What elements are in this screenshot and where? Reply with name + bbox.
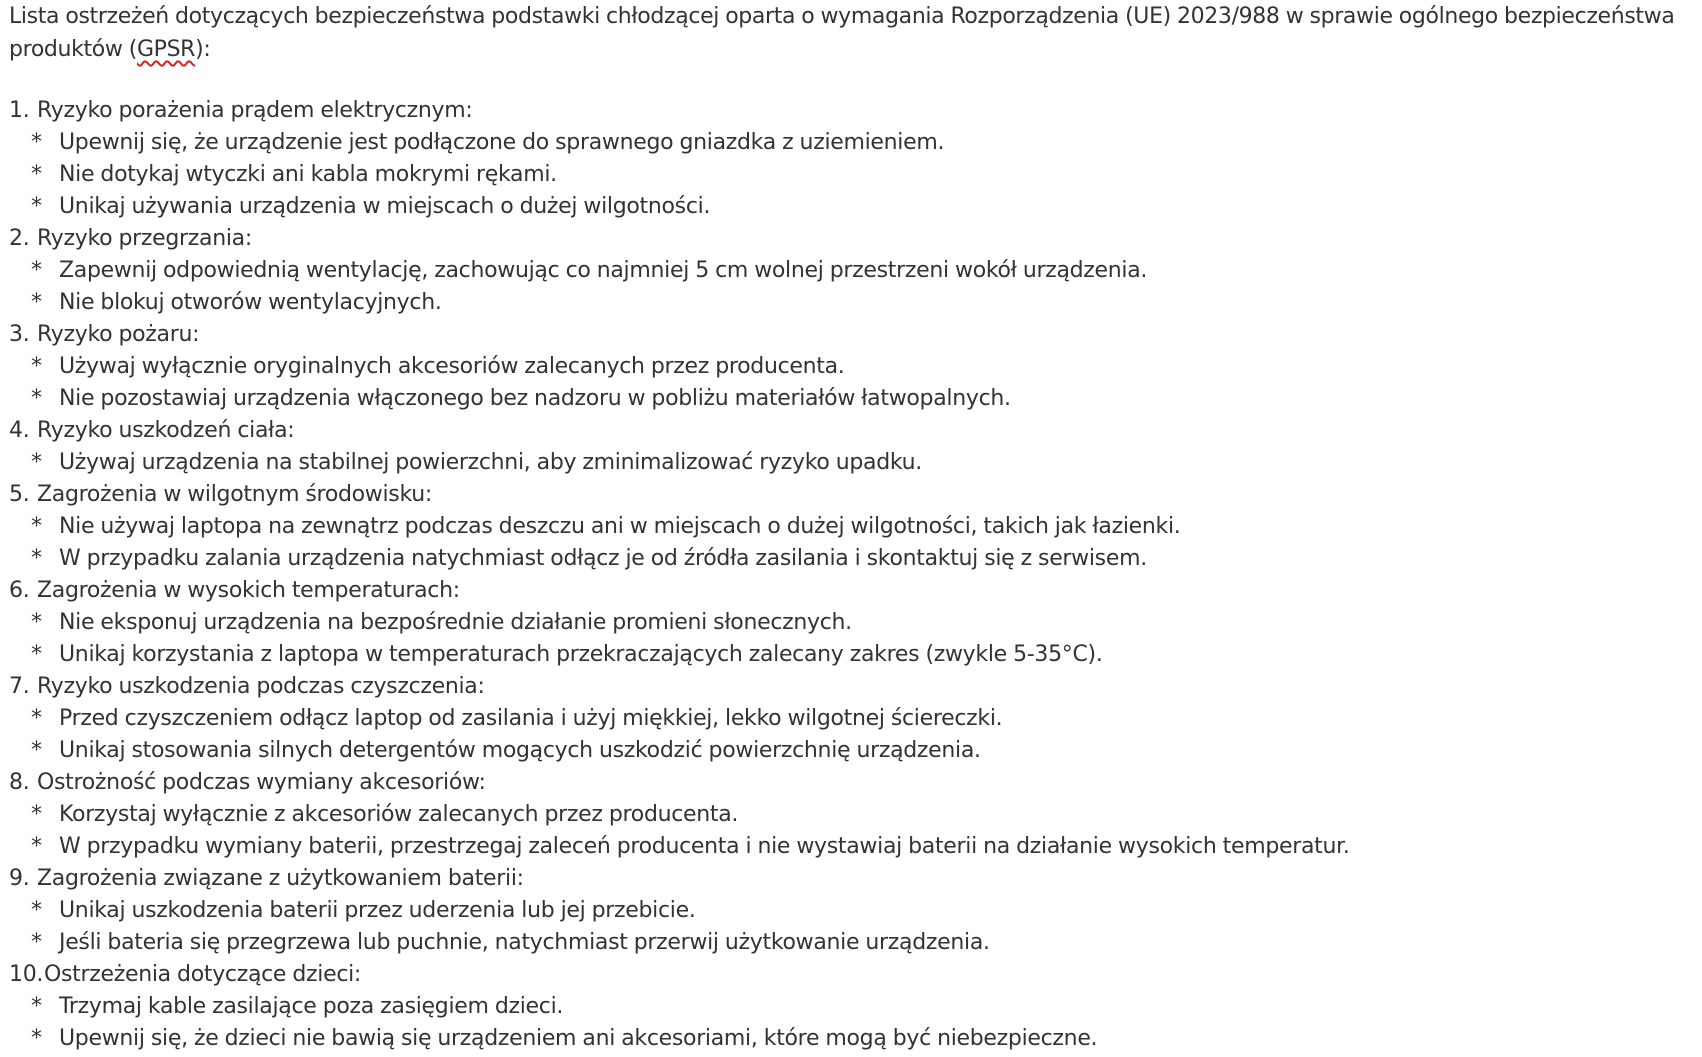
section-number: 2. <box>9 226 30 251</box>
list-item <box>9 543 1694 575</box>
bullet-asterisk: * <box>31 194 42 219</box>
list-item-text: W przypadku zalania urządzenia natychmiast odłącz je od źródła zasilania i skontaktuj się z serwisem. <box>59 546 1147 571</box>
list-item-text: Przed czyszczeniem odłącz laptop od zasilania i użyj miękkiej, lekko wilgotnej ściereczki. <box>59 706 1003 731</box>
list-item-text: Korzystaj wyłącznie z akcesoriów zalecanych przez producenta. <box>59 802 739 827</box>
list-item-text: Upewnij się, że dzieci nie bawią się urządzeniem ani akcesoriami, które mogą być niebezpieczne. <box>59 1026 1098 1051</box>
bullet-asterisk: * <box>31 610 42 635</box>
section-title: Ryzyko przegrzania: <box>37 226 252 251</box>
bullet-asterisk: * <box>31 834 42 859</box>
list-item <box>9 639 1694 671</box>
section-heading <box>9 671 1694 703</box>
list-item <box>9 511 1694 543</box>
list-item <box>9 703 1694 735</box>
section-title: Zagrożenia w wilgotnym środowisku: <box>37 482 432 507</box>
section-title: Ryzyko porażenia prądem elektrycznym: <box>37 98 473 123</box>
bullet-asterisk: * <box>31 258 42 283</box>
section-heading <box>9 959 1694 991</box>
list-item-text: Używaj wyłącznie oryginalnych akcesoriów zalecanych przez producenta. <box>59 354 845 379</box>
section-number: 1. <box>9 98 30 123</box>
list-item-text: Upewnij się, że urządzenie jest podłączone do sprawnego gniazdka z uziemieniem. <box>59 130 945 155</box>
section-title: Ostrzeżenia dotyczące dzieci: <box>44 962 362 987</box>
bullet-asterisk: * <box>31 386 42 411</box>
list-item <box>9 927 1694 959</box>
list-item <box>9 895 1694 927</box>
list-item-text: Unikaj używania urządzenia w miejscach o dużej wilgotności. <box>59 194 711 219</box>
warnings-list <box>9 95 1694 1055</box>
section-title: Ryzyko uszkodzenia podczas czyszczenia: <box>37 674 485 699</box>
list-item-text: Unikaj uszkodzenia baterii przez uderzenia lub jej przebicie. <box>59 898 696 923</box>
spellcheck-underlined-word[interactable]: GPSR <box>136 37 196 62</box>
bullet-asterisk: * <box>31 354 42 379</box>
list-item-text: W przypadku wymiany baterii, przestrzegaj zaleceń producenta i nie wystawiaj baterii na działanie wysokich temperatur. <box>59 834 1350 859</box>
section-title: Ryzyko pożaru: <box>37 322 200 347</box>
section-heading <box>9 223 1694 255</box>
section-heading <box>9 575 1694 607</box>
list-item <box>9 831 1694 863</box>
section-heading <box>9 319 1694 351</box>
section-title: Ryzyko uszkodzeń ciała: <box>37 418 295 443</box>
section-heading <box>9 95 1694 127</box>
list-item-text: Nie eksponuj urządzenia na bezpośrednie działanie promieni słonecznych. <box>59 610 852 635</box>
list-item <box>9 799 1694 831</box>
section-number: 4. <box>9 418 30 443</box>
list-item-text: Zapewnij odpowiednią wentylację, zachowując co najmniej 5 cm wolnej przestrzeni wokół urządzenia. <box>59 258 1148 283</box>
section-title: Zagrożenia w wysokich temperaturach: <box>37 578 460 603</box>
intro-paragraph <box>9 0 1694 66</box>
section-number: 9. <box>9 866 30 891</box>
list-item <box>9 255 1694 287</box>
bullet-asterisk: * <box>31 802 42 827</box>
list-item <box>9 159 1694 191</box>
bullet-asterisk: * <box>31 546 42 571</box>
list-item-text: Używaj urządzenia na stabilnej powierzchni, aby zminimalizować ryzyko upadku. <box>59 450 922 475</box>
list-item-text: Nie pozostawiaj urządzenia włączonego bez nadzoru w pobliżu materiałów łatwopalnych. <box>59 386 1011 411</box>
bullet-asterisk: * <box>31 738 42 763</box>
intro-text: Lista ostrzeżeń dotyczących bezpieczeństwa podstawki chłodzącej oparta o wymagania Rozporządzenia (UE) 2023/988 w sprawie ogólnego bezpieczeństwa produktów ( <box>9 4 1675 62</box>
bullet-asterisk: * <box>31 994 42 1019</box>
list-item-text: Jeśli bateria się przegrzewa lub puchnie, natychmiast przerwij użytkowanie urządzenia. <box>59 930 990 955</box>
list-item <box>9 735 1694 767</box>
section-heading <box>9 767 1694 799</box>
section-number: 8. <box>9 770 30 795</box>
bullet-asterisk: * <box>31 162 42 187</box>
list-item-text: Unikaj stosowania silnych detergentów mogących uszkodzić powierzchnię urządzenia. <box>59 738 981 763</box>
bullet-asterisk: * <box>31 930 42 955</box>
section-heading <box>9 479 1694 511</box>
bullet-asterisk: * <box>31 290 42 315</box>
intro-text-end: ): <box>195 37 211 62</box>
list-item <box>9 351 1694 383</box>
list-item-text: Nie dotykaj wtyczki ani kabla mokrymi rękami. <box>59 162 557 187</box>
bullet-asterisk: * <box>31 450 42 475</box>
section-number: 5. <box>9 482 30 507</box>
list-item <box>9 991 1694 1023</box>
list-item <box>9 287 1694 319</box>
list-item-text: Nie blokuj otworów wentylacyjnych. <box>59 290 442 315</box>
list-item <box>9 383 1694 415</box>
bullet-asterisk: * <box>31 1026 42 1051</box>
list-item <box>9 127 1694 159</box>
section-number: 10. <box>9 962 44 987</box>
list-item-text: Unikaj korzystania z laptopa w temperaturach przekraczających zalecany zakres (zwykle 5-35°C). <box>59 642 1103 667</box>
bullet-asterisk: * <box>31 898 42 923</box>
bullet-asterisk: * <box>31 514 42 539</box>
list-item <box>9 447 1694 479</box>
section-number: 7. <box>9 674 30 699</box>
section-number: 6. <box>9 578 30 603</box>
bullet-asterisk: * <box>31 130 42 155</box>
section-title: Ostrożność podczas wymiany akcesoriów: <box>37 770 486 795</box>
list-item-text: Trzymaj kable zasilające poza zasięgiem dzieci. <box>59 994 564 1019</box>
section-number: 3. <box>9 322 30 347</box>
list-item <box>9 1023 1694 1055</box>
bullet-asterisk: * <box>31 642 42 667</box>
list-item <box>9 191 1694 223</box>
list-item-text: Nie używaj laptopa na zewnątrz podczas deszczu ani w miejscach o dużej wilgotności, takich jak łazienki. <box>59 514 1181 539</box>
section-heading <box>9 415 1694 447</box>
section-heading <box>9 863 1694 895</box>
bullet-asterisk: * <box>31 706 42 731</box>
list-item <box>9 607 1694 639</box>
section-title: Zagrożenia związane z użytkowaniem baterii: <box>37 866 524 891</box>
